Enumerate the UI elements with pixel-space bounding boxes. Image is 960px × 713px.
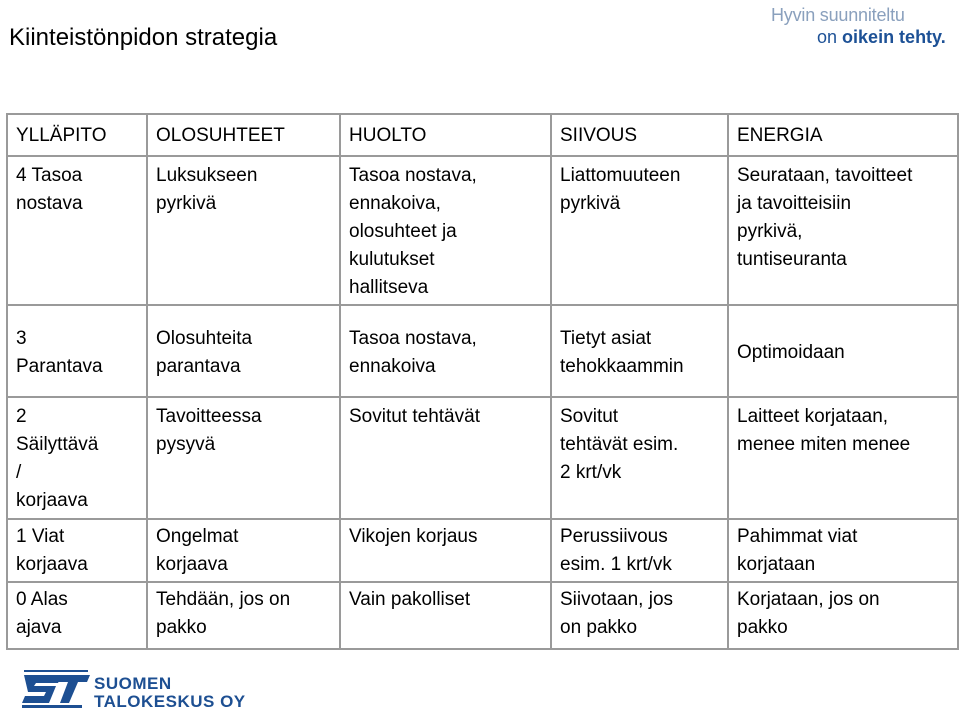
table-cell bbox=[728, 305, 958, 397]
table-row bbox=[7, 519, 958, 582]
table-cell bbox=[7, 519, 147, 582]
cell-text: 0 Alas ajava bbox=[16, 589, 68, 638]
strategy-table bbox=[6, 113, 959, 650]
cell-text: 3 Parantava bbox=[16, 327, 103, 377]
table-cell bbox=[7, 305, 147, 397]
table-cell bbox=[147, 582, 340, 649]
table-cell bbox=[551, 305, 728, 397]
table-cell bbox=[551, 582, 728, 649]
brand-slogan-bold: oikein tehty. bbox=[842, 27, 946, 47]
table-row bbox=[7, 582, 958, 649]
cell-text: Olosuhteita parantava bbox=[156, 327, 253, 377]
table-cell bbox=[340, 156, 551, 305]
cell-text: Sovitut tehtävät esim. 2 krt/vk bbox=[560, 406, 679, 483]
company-logo-text bbox=[94, 675, 246, 711]
cell-text: 2 Säilyttävä / korjaava bbox=[16, 406, 99, 511]
table-cell bbox=[728, 582, 958, 649]
table-cell bbox=[7, 156, 147, 305]
cell-text: Tehdään, jos on pakko bbox=[156, 589, 291, 638]
cell-text: Luksukseen pyrkivä bbox=[156, 165, 258, 214]
cell-text: Tasoa nostava, ennakoiva, olosuhteet ja kulutukset hallitseva bbox=[349, 165, 477, 298]
table-cell bbox=[7, 397, 147, 519]
brand-slogan-line1: Hyvin suunniteltu bbox=[771, 5, 905, 25]
cell-text: 4 Tasoa nostava bbox=[16, 165, 83, 214]
table-cell bbox=[340, 397, 551, 519]
cell-text: Vikojen korjaus bbox=[349, 526, 478, 547]
cell-text: Siivotaan, jos on pakko bbox=[560, 589, 674, 638]
table-cell bbox=[551, 156, 728, 305]
logo-line1: SUOMEN bbox=[94, 674, 172, 693]
table-cell bbox=[551, 519, 728, 582]
cell-text: Perussiivous esim. 1 krt/vk bbox=[560, 526, 672, 575]
table-row bbox=[7, 305, 958, 397]
cell-text: Tietyt asiat tehokkaammin bbox=[560, 327, 684, 377]
page-title: Kiinteistönpidon strategia bbox=[9, 24, 278, 51]
cell-text: Laitteet korjataan, menee miten menee bbox=[737, 406, 911, 455]
cell-text: Tavoitteessa pysyvä bbox=[156, 406, 262, 455]
cell-text: 1 Viat korjaava bbox=[16, 526, 88, 575]
cell-text: Vain pakolliset bbox=[349, 589, 471, 610]
brand-slogan-line2 bbox=[817, 26, 956, 48]
cell-text: Pahimmat viat korjataan bbox=[737, 526, 858, 575]
brand-slogan-prefix: on bbox=[817, 27, 838, 47]
header-olosuhteet: OLOSUHTEET bbox=[147, 114, 340, 156]
header-siivous: SIIVOUS bbox=[551, 114, 728, 156]
header-energia: ENERGIA bbox=[728, 114, 958, 156]
cell-text: Liattomuuteen pyrkivä bbox=[560, 165, 681, 214]
table-cell bbox=[7, 582, 147, 649]
header-yllapito: YLLÄPITO bbox=[7, 114, 147, 156]
table-cell bbox=[551, 397, 728, 519]
table-cell bbox=[340, 582, 551, 649]
table-cell bbox=[147, 397, 340, 519]
cell-text: Tasoa nostava, ennakoiva bbox=[349, 327, 477, 377]
table-cell bbox=[728, 156, 958, 305]
table-cell bbox=[728, 519, 958, 582]
cell-text: Sovitut tehtävät bbox=[349, 406, 480, 427]
table-cell bbox=[147, 305, 340, 397]
table-row bbox=[7, 156, 958, 305]
logo-line2: TALOKESKUS OY bbox=[94, 692, 246, 711]
table-header-row bbox=[7, 114, 958, 156]
cell-text: Optimoidaan bbox=[737, 341, 845, 363]
header-huolto: HUOLTO bbox=[340, 114, 551, 156]
table-cell bbox=[147, 519, 340, 582]
cell-text: Seurataan, tavoitteet ja tavoitteisiin pyrkivä, tuntiseuranta bbox=[737, 165, 913, 270]
brand-slogan bbox=[771, 4, 956, 48]
cell-text: Ongelmat korjaava bbox=[156, 526, 239, 575]
table-cell bbox=[340, 305, 551, 397]
cell-text: Korjataan, jos on pakko bbox=[737, 589, 880, 638]
table-row bbox=[7, 397, 958, 519]
table-cell bbox=[147, 156, 340, 305]
table-cell bbox=[340, 519, 551, 582]
table-cell bbox=[728, 397, 958, 519]
